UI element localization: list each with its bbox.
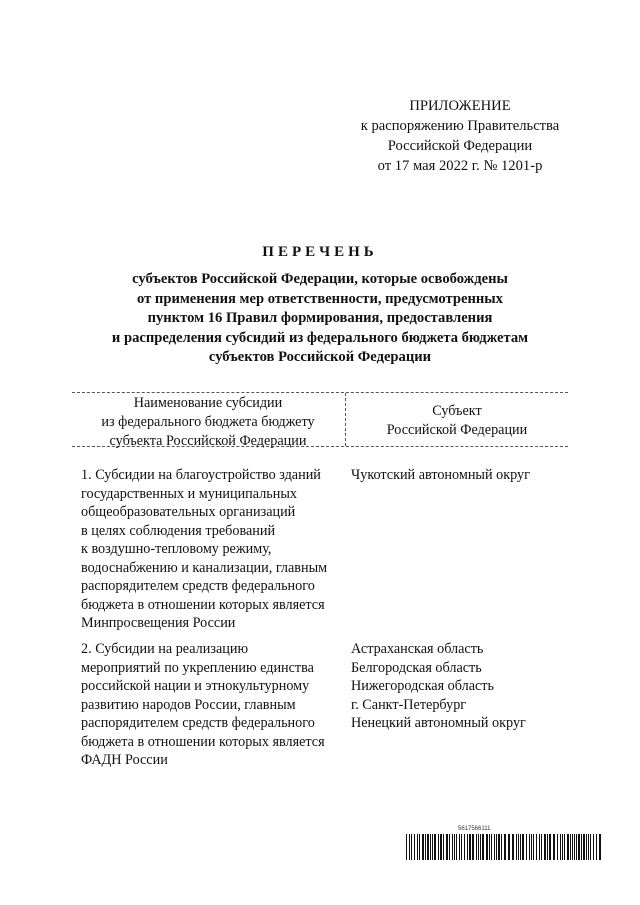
- appendix-title: ПРИЛОЖЕНИЕ: [409, 98, 511, 114]
- appendix-date-number: от 17 мая 2022 г. № 1201-р: [377, 158, 543, 174]
- appendix-line-3: Российской Федерации: [387, 138, 533, 154]
- document-heading: ПЕРЕЧЕНЬ: [262, 244, 378, 260]
- document-subtitle: [0, 270, 640, 368]
- subtitle-line: субъектов Российской Федерации: [208, 349, 432, 365]
- table-top-border: [72, 392, 568, 393]
- header-subsidy-name: Наименование субсидии из федерального бюджета бюджету субъекта Российской Федерации: [101, 395, 315, 449]
- barcode-number: 5617566111: [458, 826, 491, 832]
- appendix-block: [340, 96, 580, 176]
- subtitle-line: и распределения субсидий из федерального бюджета бюджетам: [111, 329, 529, 346]
- row-1-subjects: Чукотский автономный округ: [351, 467, 530, 483]
- row-2-subjects: Астраханская область Белгородская область Нижегородская область г. Санкт-Петербург Ненецкий автономный округ: [351, 641, 526, 731]
- appendix-line-2: к распоряжению Правительства: [360, 118, 560, 134]
- row-1-subsidy: 1. Субсидии на благоустройство зданий государственных и муниципальных общеобразовательных организаций в целях соблюдения требований к воздушно-тепловому режиму, водоснабжению и канализации, главным распорядителем средств федерального бюджета в отношении которых является Минпросвещения России: [81, 467, 328, 631]
- barcode-icon: [406, 834, 602, 860]
- subtitle-line: от применения мер ответственности, предусмотренных: [137, 290, 503, 307]
- header-subject: Субъект Российской Федерации: [386, 403, 528, 438]
- row-2-subsidy: 2. Субсидии на реализацию мероприятий по укреплению единства российской нации и этнокультурному развитию народов России, главным распорядителем средств федерального бюджета в отношении которых является ФАДН России: [81, 641, 325, 768]
- subtitle-line: пунктом 16 Правил формирования, предоставления: [147, 310, 493, 326]
- subtitle-line: субъектов Российской Федерации, которые освобождены: [132, 271, 508, 287]
